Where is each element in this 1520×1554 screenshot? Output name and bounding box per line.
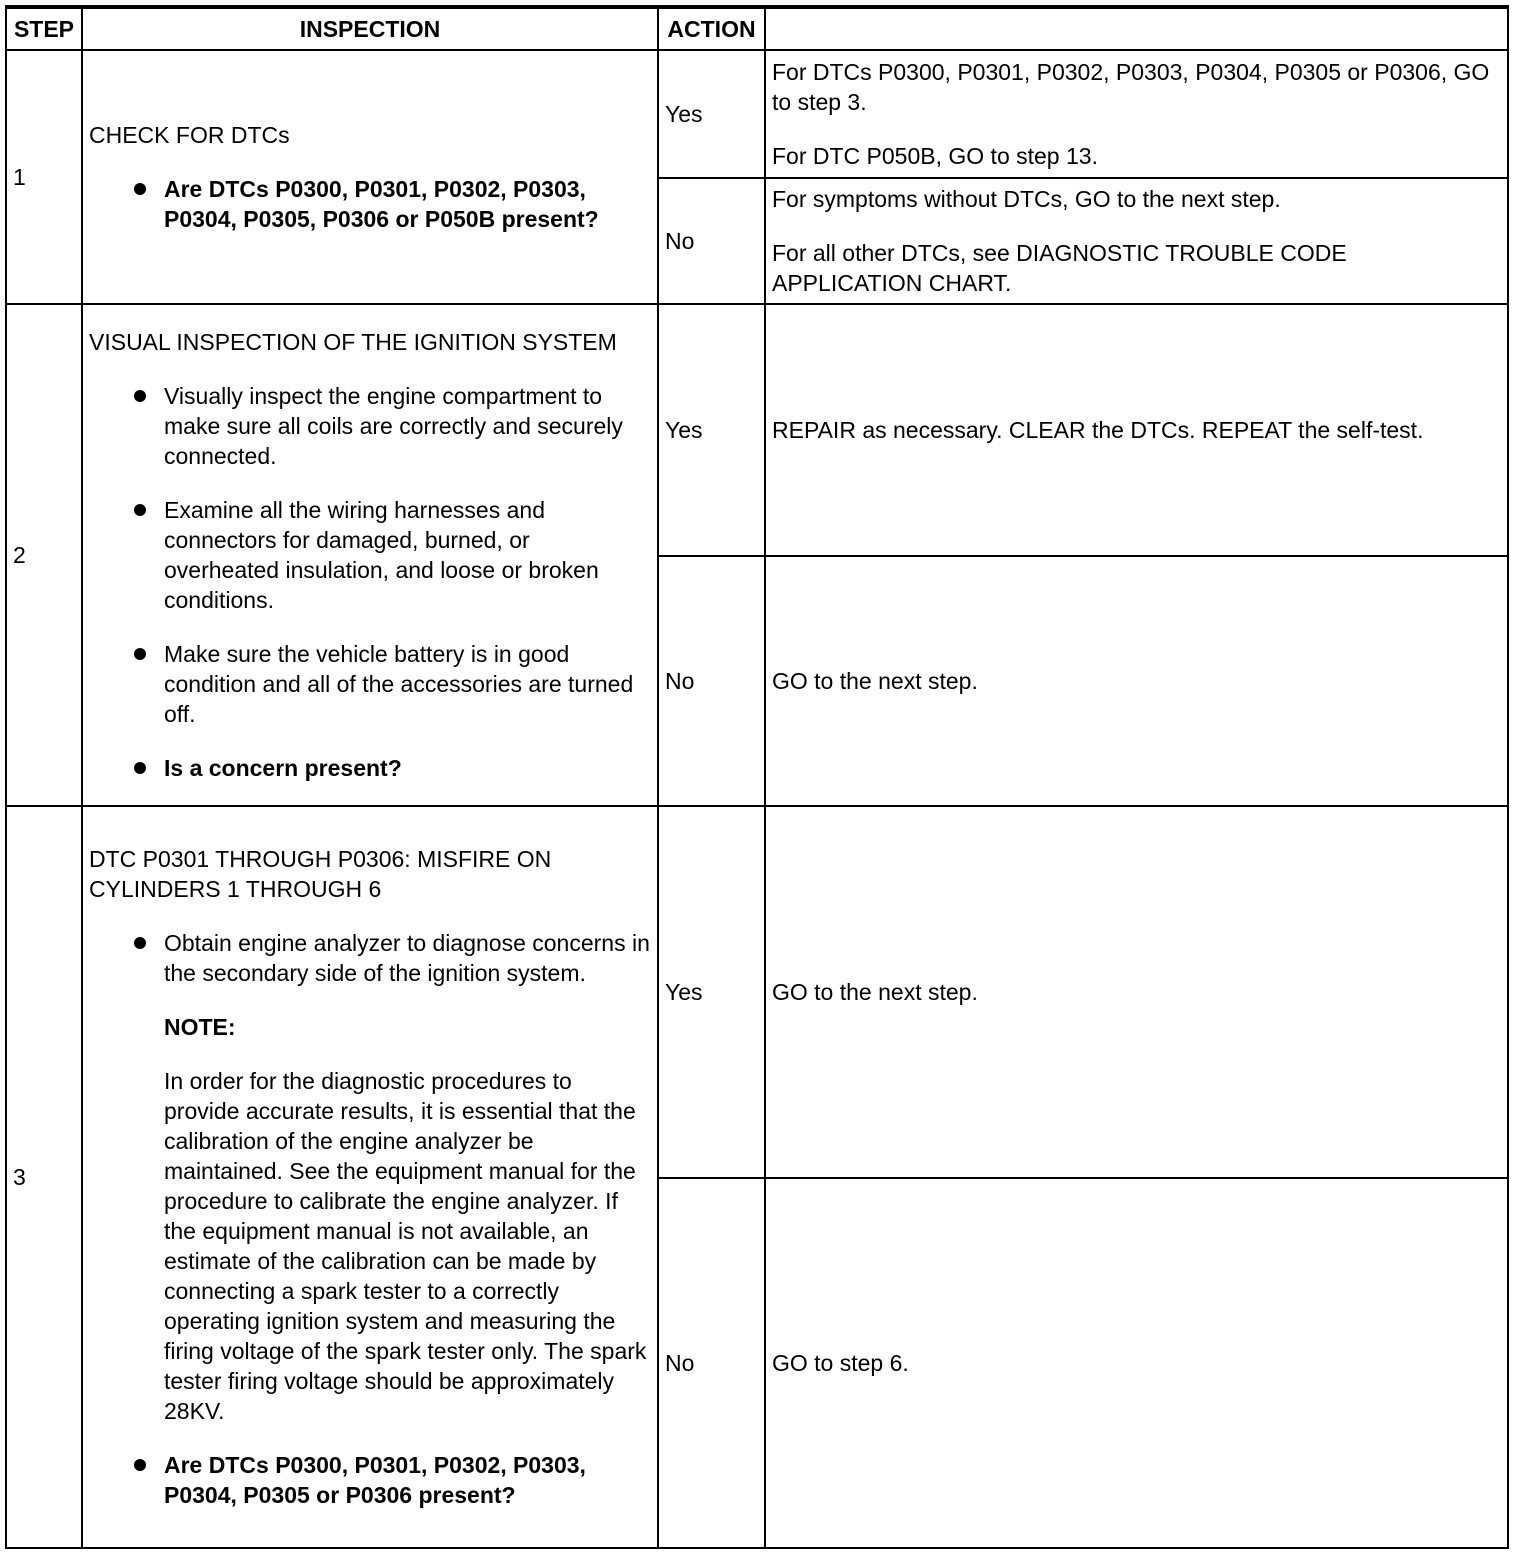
bullet-item: Visually inspect the engine compartment to make sure all coils are correctly and securely connected. [164,381,651,471]
bullet-list [89,381,651,783]
header-step: STEP [6,7,82,50]
inspection-title: VISUAL INSPECTION OF THE IGNITION SYSTEM [89,329,617,355]
inspection-cell [82,806,658,1548]
header-action: ACTION [658,7,765,50]
note-text: In order for the diagnostic procedures to provide accurate results, it is essential that the calibration of the engine analyzer be maintained. See the equipment manual for the procedure to calibrate the engine analyzer. If the equipment manual is not available, an estimate of the calibration can be made by connecting a spark tester to a correctly operating ignition system and measuring the firing voltage of the spark tester only. The spark tester firing voltage should be approximately 28KV. [164,1068,647,1424]
bullet-item: Are DTCs P0300, P0301, P0302, P0303, P0304, P0305 or P0306 present? [164,1450,651,1510]
bullet-list [89,174,651,234]
inspection-cell [82,50,658,304]
no-action [765,178,1508,304]
bullet-item: Is a concern present? [164,753,651,783]
step-2-yes-row [6,304,1508,556]
bullet-item: Are DTCs P0300, P0301, P0302, P0303, P0304, P0305, P0306 or P050B present? [164,174,651,234]
diagnostic-table [5,5,1509,1549]
step-number: 2 [6,304,82,806]
yes-action [765,50,1508,178]
step-3-yes-row [6,806,1508,1178]
step-number: 3 [6,806,82,1548]
action-text: For symptoms without DTCs, GO to the next step. [772,186,1281,212]
no-label: No [658,1178,765,1548]
no-action: GO to step 6. [765,1178,1508,1548]
inspection-title: CHECK FOR DTCs [89,122,290,148]
bullet-item: Examine all the wiring harnesses and connectors for damaged, burned, or overheated insulation, and loose or broken conditions. [164,495,651,615]
no-label: No [658,556,765,806]
inspection-cell [82,304,658,806]
yes-label: Yes [658,806,765,1178]
header-inspection: INSPECTION [82,7,658,50]
yes-action: REPAIR as necessary. CLEAR the DTCs. REPEAT the self-test. [765,304,1508,556]
no-action: GO to the next step. [765,556,1508,806]
no-label: No [658,178,765,304]
bullet-list [89,928,651,1510]
yes-action: GO to the next step. [765,806,1508,1178]
header-row [6,7,1508,50]
action-text: For DTC P050B, GO to step 13. [772,143,1098,169]
yes-label: Yes [658,50,765,178]
bullet-item [164,928,651,1426]
bullet-text: Obtain engine analyzer to diagnose concerns in the secondary side of the ignition system. [164,930,650,986]
action-text: For DTCs P0300, P0301, P0302, P0303, P0304, P0305 or P0306, GO to step 3. [772,59,1490,115]
action-text: For all other DTCs, see DIAGNOSTIC TROUBLE CODE APPLICATION CHART. [772,240,1347,296]
bullet-item: Make sure the vehicle battery is in good condition and all of the accessories are turned off. [164,639,651,729]
header-result [765,7,1508,50]
inspection-title: DTC P0301 THROUGH P0306: MISFIRE ON CYLINDERS 1 THROUGH 6 [89,846,552,902]
step-1-yes-row [6,50,1508,178]
yes-label: Yes [658,304,765,556]
note-label: NOTE: [164,1014,236,1040]
step-number: 1 [6,50,82,304]
